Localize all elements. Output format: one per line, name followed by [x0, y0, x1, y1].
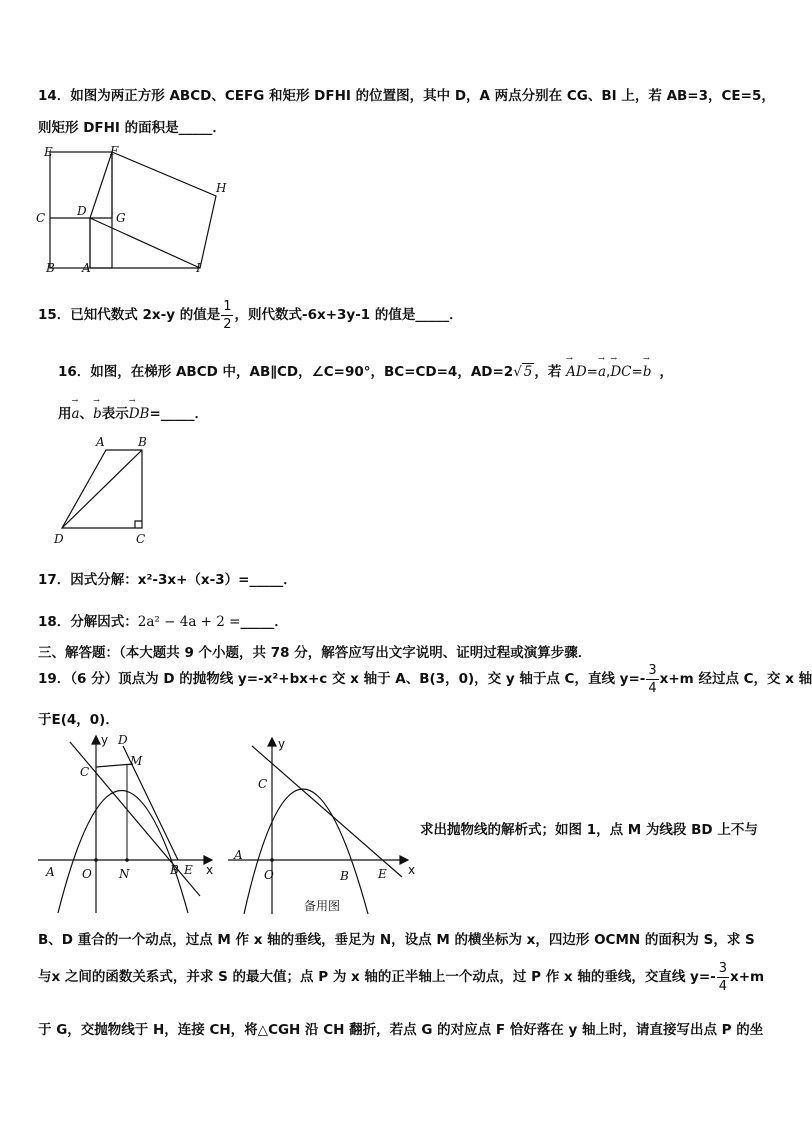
q15 [38, 298, 463, 332]
label-B: B [138, 435, 147, 449]
label-C: C [136, 532, 146, 546]
svg-text:M: M [130, 754, 143, 768]
svg-text:D: D [118, 733, 128, 747]
label-D: D [54, 532, 64, 546]
label-C: C [36, 211, 46, 225]
svg-text:O: O [82, 867, 92, 881]
label-E: E [44, 145, 53, 159]
q19-side-text: 求出抛物线的解析式；如图 1，点 M 为线段 BD 上不与 [420, 822, 758, 838]
q17: 17．因式分解：x²-3x+（x-3）=_____． [38, 572, 297, 588]
label-B: B [46, 261, 55, 275]
q19-figure1 [30, 728, 220, 918]
q15-pre: 15．已知代数式 2x-y 的值是 [38, 307, 221, 323]
label-A: A [82, 261, 91, 275]
vector-DB: → DB [129, 406, 150, 422]
svg-text:x: x [206, 863, 214, 877]
q16-line2: 用→ a、→ b表示→ DB=_____． [58, 402, 208, 422]
svg-text:B: B [170, 863, 179, 877]
svg-text:N: N [119, 867, 130, 881]
sqrt-symbol: √ [513, 364, 522, 380]
q19-line4: 与x 之间的函数关系式，并求 S 的最大值；点 P 为 x 轴的正半轴上一个动点，过 P 作 x 轴的垂线，交直线 y=- $\frac{3}{4}$ x+m [38, 960, 765, 994]
vector-DC: → DC [610, 364, 631, 380]
svg-text:y: y [101, 733, 109, 747]
svg-text:A: A [234, 848, 243, 862]
q19-figure2 [222, 734, 422, 919]
svg-text:C: C [80, 765, 90, 779]
label-D: D [77, 204, 87, 218]
svg-text:y: y [278, 737, 286, 751]
label-G: G [116, 211, 126, 225]
vector-a: → a [598, 364, 606, 380]
q18-expr: 2a² − 4a + 2 = [137, 614, 241, 630]
vector-AD: → AD [566, 364, 587, 380]
q16-figure [50, 432, 160, 550]
vector-b: → b [643, 364, 652, 380]
q15-fraction: $\frac{1}{2}$ [223, 298, 232, 332]
svg-text:B: B [340, 869, 349, 883]
q19-line1: 19．（6 分）顶点为 D 的抛物线 y=-x²+bx+c 交 x 轴于 A、B(3，0)，交 y 轴于点 C，直线 y=- $\frac{3}{4}$ x+m 经过点 C，交 x 轴 [38, 662, 812, 696]
fig2-caption: 备用图 [304, 899, 341, 913]
q15-post: ，则代数式-6x+3y-1 的值是_____． [234, 307, 463, 323]
q14-line2: 则矩形 DFHI 的面积是_____． [38, 120, 226, 136]
svg-text:C: C [258, 777, 268, 791]
q19-line2: 于E(4，0)． [38, 712, 119, 728]
svg-text:E: E [184, 863, 193, 877]
label-H: H [216, 181, 227, 195]
q14-figure [30, 140, 240, 280]
q19-line5: 于 G，交抛物线于 H，连接 CH，将△CGH 沿 CH 翻折，若点 G 的对应点 F 恰好落在 y 轴上时，请直接写出点 P 的坐 [38, 1022, 764, 1038]
label-F: F [110, 144, 119, 158]
svg-text:O: O [264, 868, 274, 882]
label-I: I [196, 261, 201, 275]
q18: 18．分解因式：2a² − 4a + 2 =_____． [38, 614, 288, 630]
q16-line1: 16．如图，在梯形 ABCD 中，AB∥CD，∠C=90°，BC=CD=4，AD=2√ 5 ，若 → AD=→ a,→ DC=→ b ， [58, 360, 673, 380]
section-3-heading: 三、解答题：（本大题共 9 个小题，共 78 分，解答应写出文字说明、证明过程或演算步骤． [38, 645, 592, 661]
q14-line1: 14．如图为两正方形 ABCD、CEFG 和矩形 DFHI 的位置图，其中 D，A 两点分别在 CG、BI 上，若 AB=3，CE=5， [38, 88, 775, 104]
svg-text:x: x [408, 863, 416, 877]
q19-line3: B、D 重合的一个动点，过点 M 作 x 轴的垂线，垂足为 N，设点 M 的横坐标为 x，四边形 OCMN 的面积为 S，求 S [38, 932, 755, 948]
label-A: A [96, 435, 105, 449]
svg-text:E: E [378, 867, 387, 881]
svg-text:A: A [46, 865, 55, 879]
